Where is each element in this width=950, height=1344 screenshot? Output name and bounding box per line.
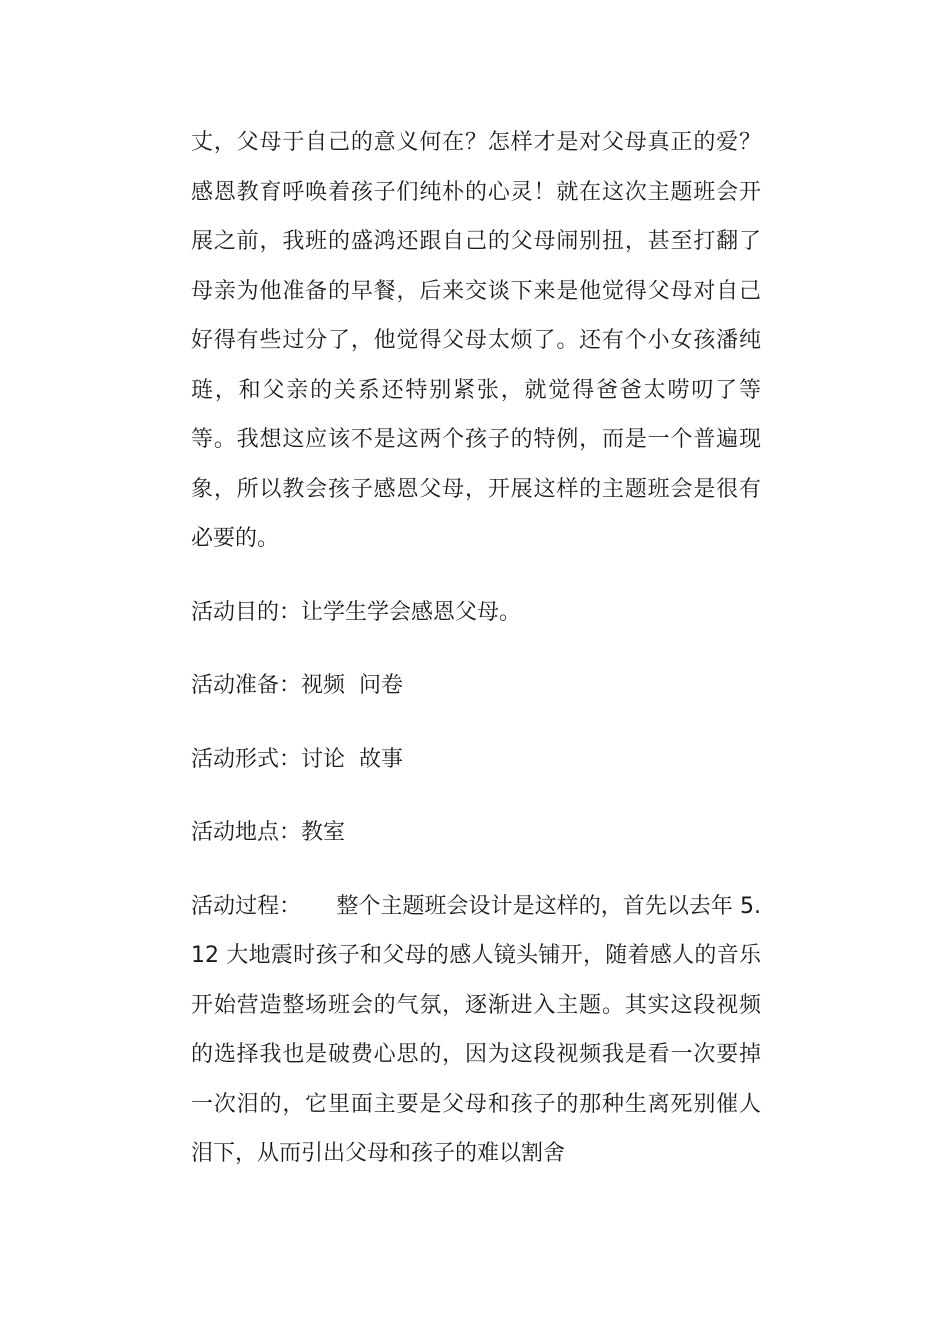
activity-purpose-value: 让学生学会感恩父母。 bbox=[301, 599, 522, 625]
activity-format-value: 讨论 故事 bbox=[301, 746, 404, 772]
activity-location-value: 教室 bbox=[301, 820, 346, 845]
activity-process-text: 整个主题班会设计是这样的，首先以去年 5.12 大地震时孩子和父母的感人镜头铺开，随着感人的音乐开始营造整场班会的气氛，逐渐进入主题。其实这段视频的选择我也是破费心思的，因为这段视频我是看一次要掉一次泪的，它里面主要是父母和孩子的那种生离死别催人泪下，从而引出父母和孩子的难以割舍 bbox=[191, 893, 761, 1166]
intro-paragraph: 丈，父母于自己的意义何在？怎样才是对父母真正的爱？感恩教育呼唤着孩子们纯朴的心灵！就在这次主题班会开展之前，我班的盛鸿还跟自己的父母闹别扭，甚至打翻了母亲为他准备的早餐，后来交谈下来是他觉得父母对自己好得有些过分了，他觉得父母太烦了。还有个小女孩潘纯琏，和父亲的关系还特别紧张，就觉得爸爸太唠叨了等等。我想这应该不是这两个孩子的特例，而是一个普遍现象，所以教会孩子感恩父母，开展这样的主题班会是很有必要的。 bbox=[191, 130, 761, 551]
activity-process-label: 活动过程： bbox=[191, 893, 302, 919]
activity-purpose bbox=[191, 588, 761, 638]
activity-purpose-label: 活动目的： bbox=[191, 599, 302, 625]
activity-preparation bbox=[191, 661, 761, 711]
activity-format bbox=[191, 735, 761, 785]
activity-location bbox=[191, 808, 761, 858]
activity-format-label: 活动形式： bbox=[191, 746, 302, 772]
document-body bbox=[191, 118, 761, 1179]
activity-preparation-value: 视频 问卷 bbox=[301, 673, 404, 698]
activity-process bbox=[191, 882, 761, 1179]
activity-preparation-label: 活动准备： bbox=[191, 673, 302, 698]
activity-location-label: 活动地点： bbox=[191, 820, 302, 845]
